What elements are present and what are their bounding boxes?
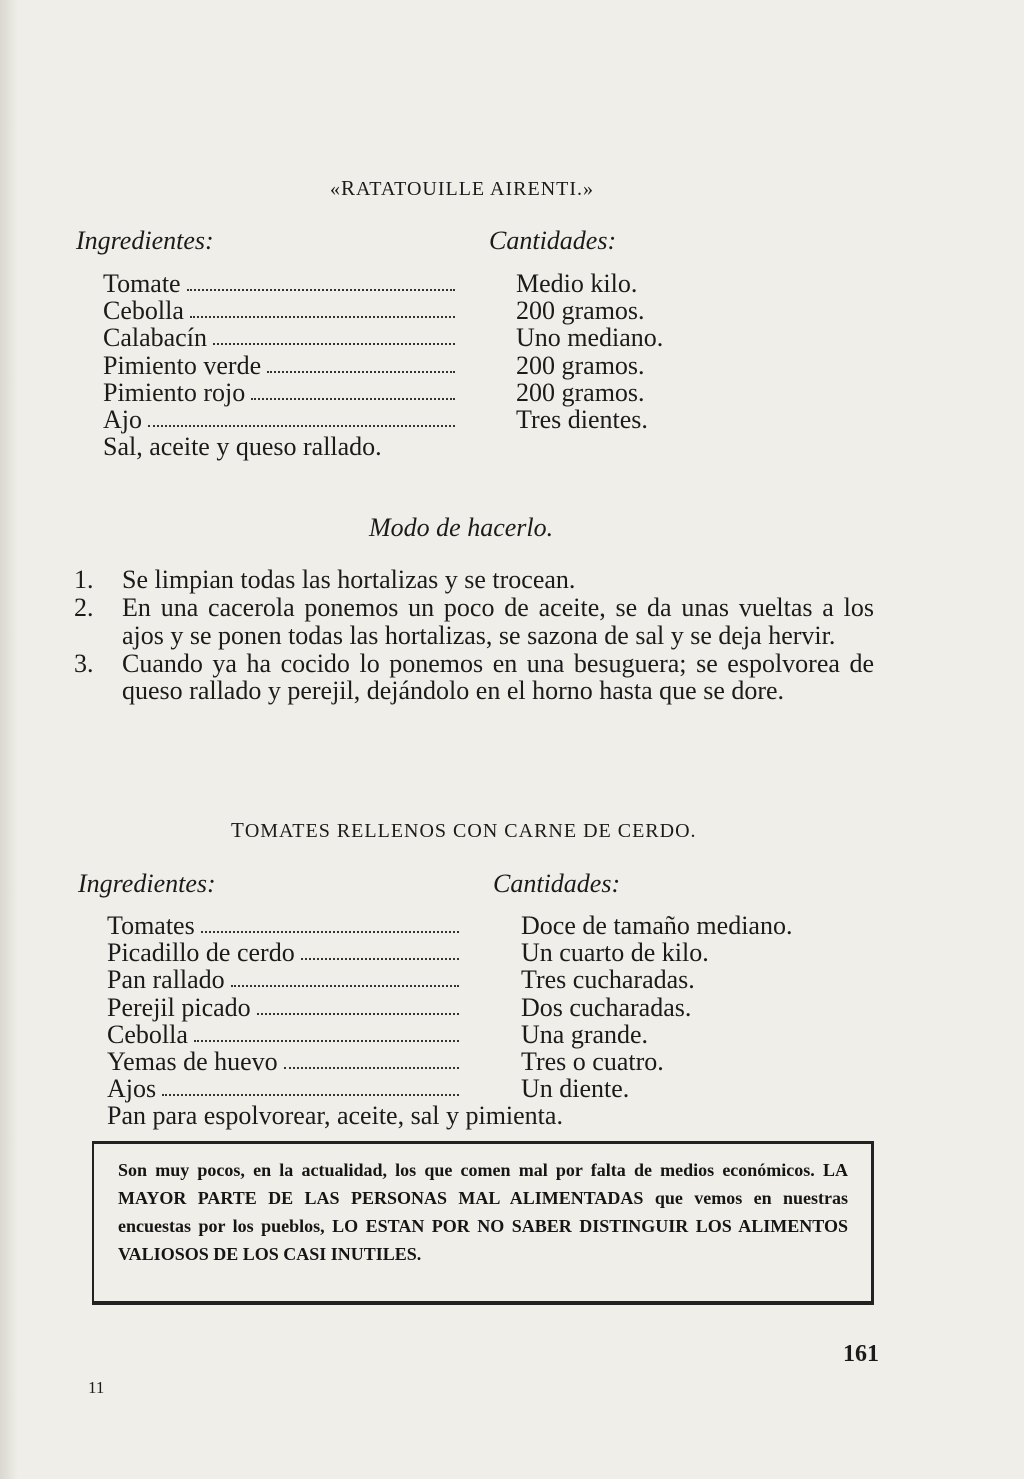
- dot-leader: [194, 1036, 459, 1042]
- title-open-quote: «: [330, 178, 341, 200]
- quantity-item: Dos cucharadas.: [521, 992, 692, 1022]
- ingredient-name: Picadillo de cerdo: [107, 938, 295, 968]
- ingredient-name: Pimiento verde: [103, 350, 262, 380]
- title-close-quote: »: [583, 178, 595, 200]
- recipe1-ingredient-list: [103, 270, 455, 460]
- recipe1-quantities-header: Cantidades:: [489, 226, 617, 255]
- dot-leader: [190, 312, 455, 318]
- ingredient-name: Ajos: [107, 1074, 157, 1104]
- ingredient-row: [103, 270, 455, 297]
- ingredient-name: Ajo: [103, 404, 142, 434]
- page-edge-shadow: [0, 0, 18, 1479]
- ingredient-row: [107, 912, 459, 939]
- recipe1-steps: [74, 566, 874, 705]
- ingredient-row: [107, 966, 459, 993]
- recipe2-ingredient-list: [107, 911, 563, 1131]
- step-text: Se limpian todas las hortalizas y se trocean.: [122, 565, 576, 594]
- ingredient-extra: [103, 433, 455, 460]
- step-number: 3.: [74, 648, 94, 678]
- step-number: 1.: [74, 565, 94, 594]
- ingredient-row: [103, 324, 455, 351]
- ingredient-name: Cebolla: [103, 296, 184, 326]
- step-item: [74, 650, 874, 705]
- quantity-item: Doce de tamaño mediano.: [521, 911, 793, 940]
- quantity-item: 200 gramos.: [516, 296, 645, 326]
- ingredient-name: Cebolla: [107, 1019, 188, 1049]
- quantity-item: Uno mediano.: [516, 323, 664, 353]
- step-text: Cuando ya ha cocido lo ponemos en una besuguera; se espolvorea de queso rallado y perejil, dejándolo en el horno hasta que se dore.: [122, 648, 874, 706]
- recipe1-ingredients-header: Ingredientes:: [76, 226, 214, 255]
- step-number: 2.: [74, 593, 94, 623]
- quantity-item: 200 gramos.: [516, 377, 645, 407]
- ingredient-row: [107, 939, 459, 966]
- ingredient-row: [103, 406, 455, 433]
- recipe1-title: [330, 176, 594, 201]
- step-text: En una cacerola ponemos un poco de aceite, se da unas vueltas a los ajos y se ponen todas las hortalizas, se sazona de sal y se deja hervir.: [122, 593, 874, 650]
- dot-leader: [284, 1063, 459, 1069]
- printer-signature: 11: [88, 1378, 105, 1397]
- notice-box: [92, 1141, 874, 1305]
- notice-text: Son muy pocos, en la actualidad, los que comen mal por falta de medios económicos. LA MAYOR PARTE DE LAS PERSONAS MAL ALIMENTADAS que vemos en nuestras encuestas por los pueblos, LO ESTAN POR NO SABER DISTINGUIR LOS ALIMENTOS VALIOSOS DE LOS CASI INUTILES.: [118, 1160, 848, 1264]
- quantity-item: Tres cucharadas.: [521, 965, 695, 995]
- ingredient-row: [107, 994, 459, 1021]
- ingredient-row: [107, 1075, 459, 1102]
- title-initial: R: [341, 176, 357, 200]
- quantity-item: Medio kilo.: [516, 269, 638, 298]
- dot-leader: [201, 927, 459, 933]
- ingredient-row: [107, 1021, 459, 1048]
- recipe1-quantity-list: [516, 270, 663, 433]
- dot-leader: [257, 1009, 459, 1015]
- dot-leader: [251, 394, 455, 400]
- step-item: [74, 566, 874, 593]
- ingredient-name: Pimiento rojo: [103, 377, 246, 407]
- dot-leader: [148, 421, 455, 427]
- ingredient-name: Perejil picado: [107, 992, 251, 1022]
- recipe2-ingredients-header: Ingredientes:: [78, 869, 216, 898]
- ingredient-name: Tomate: [103, 269, 181, 298]
- step-item: [74, 594, 874, 649]
- dot-leader: [187, 285, 455, 291]
- ingredient-extra: [107, 1101, 563, 1131]
- recipe2-quantity-list: [521, 912, 792, 1102]
- dot-leader: [213, 339, 455, 345]
- ingredient-extra-text: Sal, aceite y queso rallado.: [103, 432, 382, 462]
- title-initial: T: [231, 818, 245, 842]
- title-text: ATATOUILLE AIRENTI.: [356, 178, 584, 200]
- dot-leader: [162, 1090, 459, 1096]
- recipe2-quantities-header: Cantidades:: [493, 869, 621, 898]
- ingredient-row: [103, 379, 455, 406]
- ingredient-row: [103, 352, 455, 379]
- quantity-item: Una grande.: [521, 1019, 649, 1049]
- quantity-item: Un cuarto de kilo.: [521, 938, 709, 968]
- dot-leader: [231, 981, 459, 987]
- recipe1-method-header: Modo de hacerlo.: [369, 513, 554, 542]
- ingredient-name: Calabacín: [103, 323, 207, 353]
- ingredient-name: Tomates: [107, 911, 195, 940]
- ingredient-row: [107, 1048, 459, 1075]
- quantity-item: Un diente.: [521, 1074, 630, 1104]
- dot-leader: [267, 367, 455, 373]
- ingredient-name: Pan rallado: [107, 965, 225, 995]
- page-number: 161: [843, 1341, 879, 1367]
- dot-leader: [301, 954, 459, 960]
- quantity-item: Tres dientes.: [516, 404, 648, 434]
- ingredient-row: [103, 297, 455, 324]
- ingredient-extra-text: Pan para espolvorear, aceite, sal y pimienta.: [107, 1101, 563, 1131]
- quantity-item: Tres o cuatro.: [521, 1046, 664, 1076]
- ingredient-name: Yemas de huevo: [107, 1046, 278, 1076]
- quantity-item: 200 gramos.: [516, 350, 645, 380]
- recipe2-title: [231, 818, 697, 843]
- title-text: OMATES RELLENOS CON CARNE DE CERDO.: [244, 820, 697, 842]
